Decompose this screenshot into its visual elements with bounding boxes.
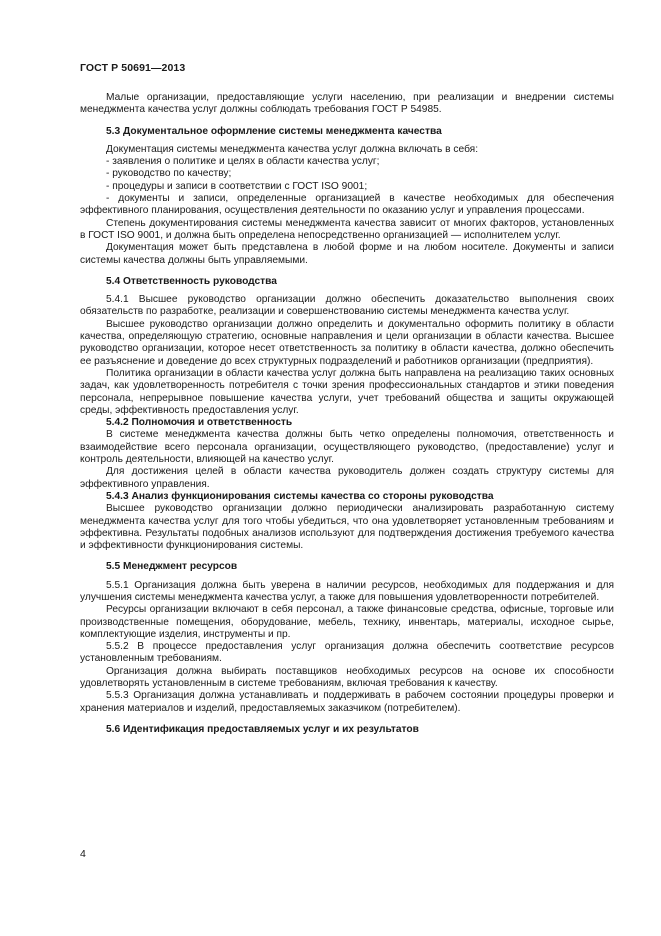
- paragraph: Политика организации в области качества услуг должна быть направлена на реализацию таких основных задач, как удовлетворенность потребителя с точки зрения профессиональных стандартов и этики поведения персонала, непрерывное повышение качества услуги, учет требований общества и защиты окружающей среды, эффективность предоставления услуг.: [80, 367, 614, 416]
- paragraph: Организация должна выбирать поставщиков необходимых ресурсов на основе их способности удовлетворять установленным в системе требованиям, включая требования к качеству.: [80, 665, 614, 690]
- paragraph: Документация системы менеджмента качества услуг должна включать в себя:: [106, 143, 479, 155]
- list-item: - документы и записи, определенные организацией в качестве необходимых для обеспечения эффективного планирования, осуществления деятельности по оказанию услуг и управления процессами.: [80, 193, 614, 217]
- subsection-heading: 5.4.2 Полномочия и ответственность: [106, 417, 293, 429]
- paragraph: Степень документирования системы менеджмента качества зависит от многих факторов, установленных в ГОСТ ISO 9001, и должна быть определена непосредственно организацией — исполнителем услуг.: [80, 217, 614, 241]
- paragraph: Документация может быть представлена в любой форме и на любом носителе. Документы и записи системы качества должны быть управляемыми.: [80, 242, 614, 266]
- paragraph: Для достижения целей в области качества руководитель должен создать структуру системы для эффективного управления.: [80, 466, 614, 490]
- paragraph: 5.5.3 Организация должна устанавливать и поддерживать в рабочем состоянии процедуры проверки и хранения материалов и изделий, предоставляемых заказчиком (потребителем).: [80, 690, 614, 714]
- document-body: [80, 92, 614, 736]
- section-heading: 5.6 Идентификация предоставляемых услуг и их результатов: [106, 723, 419, 735]
- section-heading: 5.5 Менеджмент ресурсов: [106, 561, 238, 573]
- page-number: 4: [80, 848, 86, 860]
- subsection-heading: 5.4.3 Анализ функционирования системы качества со стороны руководства: [106, 490, 494, 502]
- paragraph: В системе менеджмента качества должны быть четко определены полномочия, ответственность и взаимодействие всего персонала организации, осуществляющего руководство, (предоставление) услуг и контроль деятельности, влияющей на качество услуг.: [80, 429, 614, 466]
- paragraph: 5.5.2 В процессе предоставления услуг организация должна обеспечить соответствие ресурсов установленным требованиям.: [80, 641, 614, 665]
- list-item: - заявления о политике и целях в области качества услуг;: [106, 156, 380, 168]
- list-item: - процедуры и записи в соответствии с ГОСТ ISO 9001;: [106, 180, 368, 192]
- paragraph: 5.4.1 Высшее руководство организации должно обеспечить доказательство выполнения своих обязательств по разработке, реализации и совершенствованию системы менеджмента качества услуг.: [80, 294, 614, 318]
- paragraph: Ресурсы организации включают в себя персонал, а также финансовые средства, офисные, торговые или производственные помещения, оборудование, мебель, технику, инвентарь, материалы, исходное сырье, комплектующие изделия, инструменты и пр.: [80, 604, 614, 640]
- document-header: ГОСТ Р 50691—2013: [80, 62, 186, 74]
- list-item: - руководство по качеству;: [106, 168, 232, 180]
- section-heading: 5.4 Ответственность руководства: [106, 275, 277, 287]
- paragraph: Высшее руководство организации должно определить и документально оформить политику в области качества, определяющую стратегию, основные направления и цели организации в области качества. Высшее руководство организации, которое несет ответственность за политику в области качества, должно обеспечить ее разъяснение и доведение до всех структурных подразделений и работников организации (предприятия).: [80, 318, 614, 367]
- paragraph: Высшее руководство организации должно периодически анализировать разработанную систему менеджмента качества услуг для того чтобы убедиться, что она удовлетворяет установленным требованиям и эффективна. Результаты подобных анализов используют для подтверждения достижения требуемого качества и эффективности функционирования системы.: [80, 503, 614, 552]
- paragraph: Малые организации, предоставляющие услуги населению, при реализации и внедрении системы менеджмента качества услуг должны соблюдать требования ГОСТ Р 54985.: [80, 92, 614, 116]
- paragraph: 5.5.1 Организация должна быть уверена в наличии ресурсов, необходимых для поддержания и для улучшения системы менеджмента качества услуг, а также для повышения удовлетворенности потребителей.: [80, 579, 614, 603]
- section-heading: 5.3 Документальное оформление системы менеджмента качества: [106, 125, 442, 137]
